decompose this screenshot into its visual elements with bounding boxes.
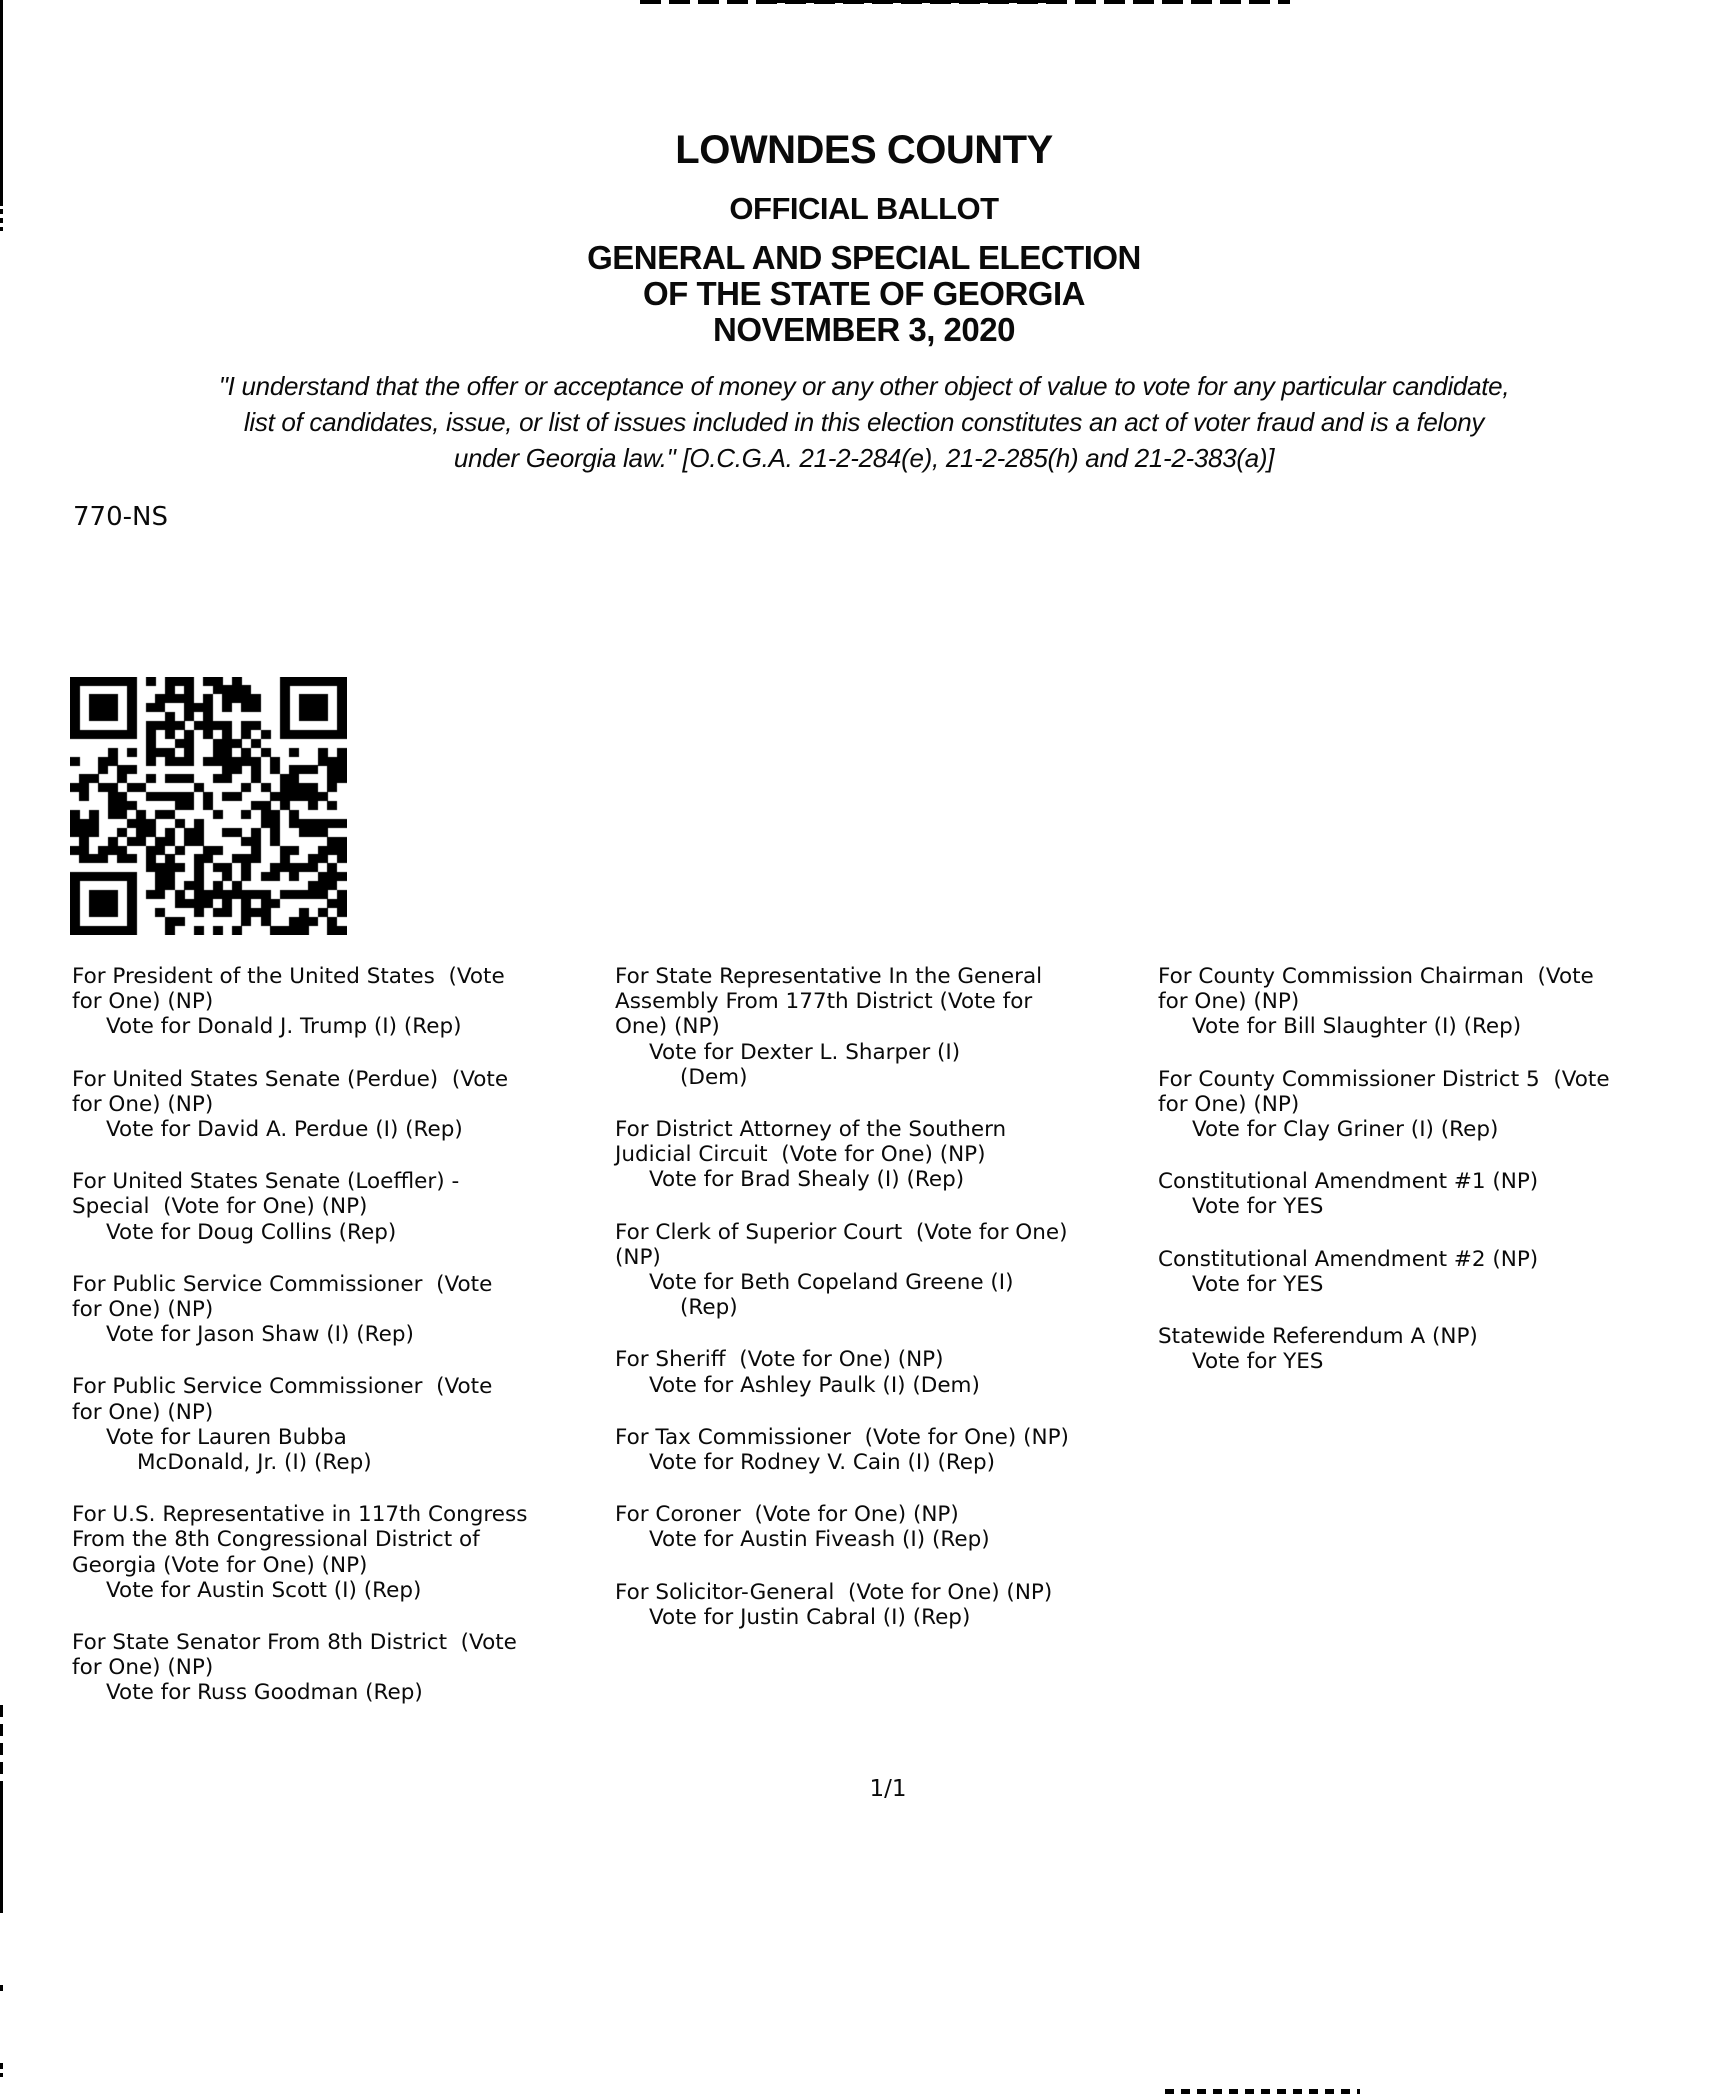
left-edge-scan-mark bbox=[0, 0, 3, 206]
contest-vote-line: Vote for Clay Griner (I) (Rep) bbox=[1192, 1117, 1499, 1143]
contest-title-line: for One) (NP) bbox=[72, 1655, 214, 1681]
contest-title-line: Statewide Referendum A (NP) bbox=[1158, 1324, 1478, 1350]
contest-vote-line: Vote for YES bbox=[1192, 1194, 1324, 1220]
top-edge-scan-marks-solid bbox=[763, 0, 1063, 3]
contest-block bbox=[72, 1374, 617, 1475]
contest-block bbox=[615, 1347, 1155, 1397]
ballot-qr-code bbox=[70, 677, 347, 935]
contest-vote-line: Vote for YES bbox=[1192, 1349, 1324, 1375]
left-edge-scan-mark-bottom bbox=[0, 2063, 3, 2077]
contest-block bbox=[72, 1502, 617, 1603]
contest-block bbox=[615, 1502, 1155, 1552]
contest-block bbox=[1158, 1169, 1728, 1219]
left-edge-scan-mark-solid bbox=[0, 1786, 3, 1913]
left-edge-scan-mark-dashes bbox=[0, 1705, 3, 1787]
contest-vote-line: McDonald, Jr. (I) (Rep) bbox=[137, 1450, 372, 1476]
contest-title-line: One) (NP) bbox=[615, 1014, 720, 1040]
contest-vote-line: Vote for Jason Shaw (I) (Rep) bbox=[106, 1322, 414, 1348]
contest-title-line: Georgia (Vote for One) (NP) bbox=[72, 1552, 368, 1578]
contest-block bbox=[1158, 1324, 1728, 1374]
contest-vote-line: Vote for Beth Copeland Greene (I) bbox=[649, 1270, 1014, 1296]
contest-block bbox=[72, 1067, 617, 1143]
contest-title-line: For Tax Commissioner (Vote for One) (NP) bbox=[615, 1424, 1069, 1450]
contest-title-line: for One) (NP) bbox=[1158, 989, 1300, 1015]
ballot-column bbox=[1158, 964, 1728, 1401]
contest-title-line: Special (Vote for One) (NP) bbox=[72, 1194, 368, 1220]
ballot-column bbox=[72, 964, 617, 1733]
election-title-line-3: NOVEMBER 3, 2020 bbox=[713, 311, 1015, 348]
contest-title-line: for One) (NP) bbox=[72, 1297, 214, 1323]
left-edge-scan-mark-dot bbox=[0, 1985, 3, 1991]
contest-title-line: For County Commission Chairman (Vote bbox=[1158, 964, 1594, 989]
contest-title-line: For United States Senate (Perdue) (Vote bbox=[72, 1066, 509, 1092]
contest-block bbox=[1158, 1247, 1728, 1297]
contest-title-line: From the 8th Congressional District of bbox=[72, 1527, 480, 1553]
contest-block bbox=[72, 1272, 617, 1348]
voter-fraud-notice-line-2: list of candidates, issue, or list of issues included in this election constitutes an act of voter fraud and is a felony bbox=[243, 407, 1485, 437]
contest-title-line: Constitutional Amendment #2 (NP) bbox=[1158, 1246, 1539, 1272]
bottom-edge-cut-text bbox=[1165, 2089, 1360, 2094]
contest-title-line: For District Attorney of the Southern bbox=[615, 1117, 1007, 1143]
contest-block bbox=[72, 1630, 617, 1706]
contest-title-line: For Public Service Commissioner (Vote bbox=[72, 1374, 493, 1400]
ballot-column bbox=[615, 964, 1155, 1657]
contest-title-line: for One) (NP) bbox=[72, 989, 214, 1015]
contest-vote-line: Vote for Bill Slaughter (I) (Rep) bbox=[1192, 1014, 1522, 1040]
contest-title-line: For State Representative In the General bbox=[615, 964, 1043, 989]
contest-title-line: for One) (NP) bbox=[1158, 1091, 1300, 1117]
contest-title-line: For Public Service Commissioner (Vote bbox=[72, 1271, 493, 1297]
contest-vote-line: Vote for Justin Cabral (I) (Rep) bbox=[649, 1604, 971, 1630]
contest-title-line: For Coroner (Vote for One) (NP) bbox=[615, 1502, 959, 1528]
ballot-style-code: 770-NS bbox=[73, 502, 168, 532]
contest-block bbox=[615, 964, 1155, 1090]
contest-vote-line: Vote for Russ Goodman (Rep) bbox=[106, 1680, 423, 1706]
contest-title-line: For United States Senate (Loeffler) - bbox=[72, 1169, 460, 1195]
contest-vote-line: Vote for Brad Shealy (I) (Rep) bbox=[649, 1167, 965, 1193]
contest-title-line: For Sheriff (Vote for One) (NP) bbox=[615, 1347, 944, 1373]
page-indicator: 1/1 bbox=[869, 1776, 907, 1802]
contest-block bbox=[1158, 1067, 1728, 1143]
contest-block bbox=[615, 1580, 1155, 1630]
election-title-line-2: OF THE STATE OF GEORGIA bbox=[643, 275, 1085, 312]
contest-title-line: Judicial Circuit (Vote for One) (NP) bbox=[615, 1142, 986, 1168]
contest-title-line: (NP) bbox=[615, 1244, 661, 1270]
contest-vote-line: (Rep) bbox=[680, 1295, 738, 1321]
contest-vote-line: Vote for David A. Perdue (I) (Rep) bbox=[106, 1117, 463, 1143]
voter-fraud-notice-line-3: under Georgia law." [O.C.G.A. 21-2-284(e), 21-2-285(h) and 21-2-383(a)] bbox=[453, 443, 1275, 473]
ballot-type-title: OFFICIAL BALLOT bbox=[729, 191, 999, 226]
contest-vote-line: (Dem) bbox=[680, 1064, 748, 1090]
contest-title-line: for One) (NP) bbox=[72, 1399, 214, 1425]
contest-block bbox=[615, 1220, 1155, 1321]
contest-title-line: For Clerk of Superior Court (Vote for One) bbox=[615, 1219, 1068, 1245]
contest-block bbox=[1158, 964, 1728, 1040]
election-title-line-1: GENERAL AND SPECIAL ELECTION bbox=[587, 239, 1141, 276]
contest-block bbox=[615, 1425, 1155, 1475]
county-title: LOWNDES COUNTY bbox=[675, 128, 1053, 172]
voter-fraud-notice bbox=[0, 368, 1728, 476]
contest-title-line: for One) (NP) bbox=[72, 1091, 214, 1117]
contest-block bbox=[72, 964, 617, 1040]
election-title bbox=[0, 240, 1728, 348]
contest-vote-line: Vote for Dexter L. Sharper (I) bbox=[649, 1039, 961, 1065]
contest-block bbox=[72, 1169, 617, 1245]
contest-title-line: Constitutional Amendment #1 (NP) bbox=[1158, 1169, 1539, 1195]
contest-vote-line: Vote for Austin Scott (I) (Rep) bbox=[106, 1577, 422, 1603]
contest-vote-line: Vote for YES bbox=[1192, 1271, 1324, 1297]
contest-title-line: For President of the United States (Vote bbox=[72, 964, 505, 989]
contest-block bbox=[615, 1117, 1155, 1193]
contest-title-line: For Solicitor-General (Vote for One) (NP) bbox=[615, 1579, 1053, 1605]
contest-vote-line: Vote for Doug Collins (Rep) bbox=[106, 1219, 397, 1245]
contest-vote-line: Vote for Donald J. Trump (I) (Rep) bbox=[106, 1014, 462, 1040]
contest-vote-line: Vote for Rodney V. Cain (I) (Rep) bbox=[649, 1450, 996, 1476]
contest-vote-line: Vote for Lauren Bubba bbox=[106, 1424, 347, 1450]
voter-fraud-notice-line-1: "I understand that the offer or acceptance of money or any other object of value to vote for any particular candidate, bbox=[218, 371, 1510, 401]
contest-title-line: Assembly From 177th District (Vote for bbox=[615, 989, 1033, 1015]
contest-title-line: For U.S. Representative in 117th Congress bbox=[72, 1502, 528, 1528]
contest-title-line: For County Commissioner District 5 (Vote bbox=[1158, 1066, 1610, 1092]
contest-vote-line: Vote for Ashley Paulk (I) (Dem) bbox=[649, 1372, 980, 1398]
contest-title-line: For State Senator From 8th District (Vote bbox=[72, 1630, 517, 1656]
contest-vote-line: Vote for Austin Fiveash (I) (Rep) bbox=[649, 1527, 990, 1553]
